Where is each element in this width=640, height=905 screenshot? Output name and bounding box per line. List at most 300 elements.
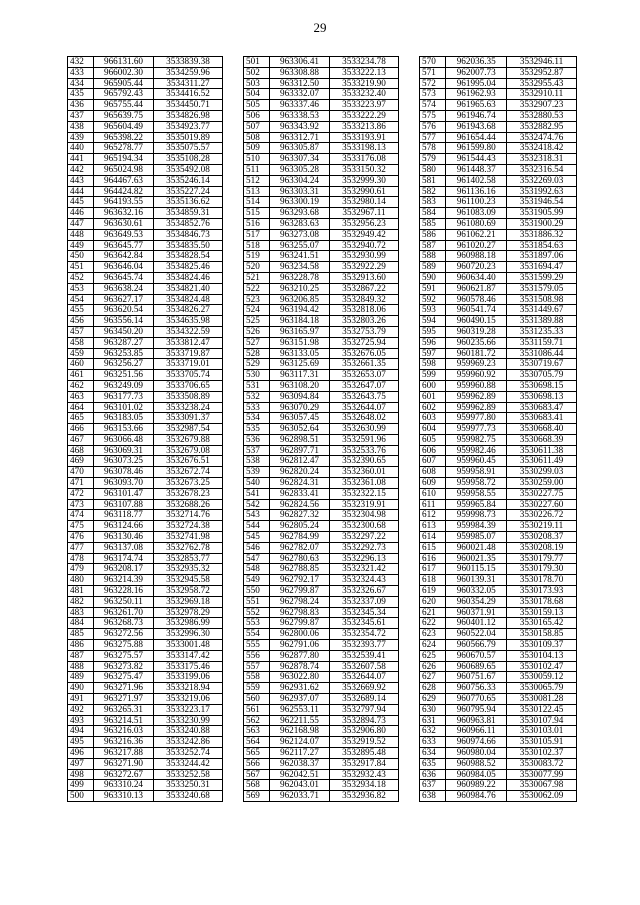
table-row bbox=[68, 510, 223, 521]
point-number-cell: 443 bbox=[68, 175, 94, 186]
x-coordinate-cell: 959960.45 bbox=[446, 456, 507, 467]
table-row bbox=[68, 78, 223, 89]
x-coordinate-cell: 963078.46 bbox=[94, 467, 154, 478]
table-row bbox=[244, 769, 399, 780]
table-row bbox=[68, 402, 223, 413]
x-coordinate-cell: 963214.39 bbox=[94, 575, 154, 586]
y-coordinate-cell: 3533219.90 bbox=[330, 78, 399, 89]
y-coordinate-cell: 3530719.67 bbox=[507, 359, 577, 370]
point-number-cell: 435 bbox=[68, 89, 94, 100]
point-number-cell: 627 bbox=[420, 672, 446, 683]
table-row bbox=[244, 629, 399, 640]
y-coordinate-cell: 3531235.33 bbox=[507, 326, 577, 337]
point-number-cell: 490 bbox=[68, 683, 94, 694]
x-coordinate-cell: 963108.20 bbox=[270, 380, 330, 391]
point-number-cell: 475 bbox=[68, 521, 94, 532]
point-number-cell: 514 bbox=[244, 197, 270, 208]
table-row bbox=[420, 78, 577, 89]
x-coordinate-cell: 963312.50 bbox=[270, 78, 330, 89]
table-row bbox=[244, 67, 399, 78]
table-row bbox=[244, 164, 399, 175]
x-coordinate-cell: 963271.96 bbox=[94, 683, 154, 694]
point-number-cell: 575 bbox=[420, 110, 446, 121]
x-coordinate-cell: 959982.75 bbox=[446, 434, 507, 445]
x-coordinate-cell: 963118.77 bbox=[94, 510, 154, 521]
y-coordinate-cell: 3533238.24 bbox=[154, 402, 223, 413]
y-coordinate-cell: 3533213.86 bbox=[330, 121, 399, 132]
y-coordinate-cell: 3533222.29 bbox=[330, 110, 399, 121]
table-row bbox=[420, 57, 577, 68]
x-coordinate-cell: 962007.73 bbox=[446, 67, 507, 78]
table-row bbox=[244, 434, 399, 445]
y-coordinate-cell: 3531905.99 bbox=[507, 208, 577, 219]
y-coordinate-cell: 3532958.72 bbox=[154, 586, 223, 597]
x-coordinate-cell: 963183.05 bbox=[94, 413, 154, 424]
point-number-cell: 466 bbox=[68, 424, 94, 435]
y-coordinate-cell: 3532661.35 bbox=[330, 359, 399, 370]
point-number-cell: 592 bbox=[420, 294, 446, 305]
table-row bbox=[68, 251, 223, 262]
point-number-cell: 556 bbox=[244, 650, 270, 661]
x-coordinate-cell: 963306.41 bbox=[270, 57, 330, 68]
x-coordinate-cell: 963174.74 bbox=[94, 553, 154, 564]
y-coordinate-cell: 3532741.98 bbox=[154, 532, 223, 543]
x-coordinate-cell: 963228.78 bbox=[270, 272, 330, 283]
y-coordinate-cell: 3533223.17 bbox=[154, 704, 223, 715]
table-row bbox=[420, 586, 577, 597]
point-number-cell: 477 bbox=[68, 542, 94, 553]
y-coordinate-cell: 3530219.11 bbox=[507, 521, 577, 532]
table-row bbox=[244, 424, 399, 435]
x-coordinate-cell: 962553.11 bbox=[270, 704, 330, 715]
x-coordinate-cell: 960720.23 bbox=[446, 262, 507, 273]
point-number-cell: 448 bbox=[68, 229, 94, 240]
point-number-cell: 548 bbox=[244, 564, 270, 575]
point-number-cell: 552 bbox=[244, 607, 270, 618]
y-coordinate-cell: 3530105.91 bbox=[507, 737, 577, 748]
y-coordinate-cell: 3533705.74 bbox=[154, 370, 223, 381]
y-coordinate-cell: 3532952.87 bbox=[507, 67, 577, 78]
point-number-cell: 512 bbox=[244, 175, 270, 186]
table-row bbox=[68, 229, 223, 240]
table-row bbox=[420, 780, 577, 791]
table-row bbox=[68, 726, 223, 737]
point-number-cell: 447 bbox=[68, 218, 94, 229]
point-number-cell: 473 bbox=[68, 499, 94, 510]
y-coordinate-cell: 3530158.85 bbox=[507, 629, 577, 640]
x-coordinate-cell: 963210.25 bbox=[270, 283, 330, 294]
point-number-cell: 498 bbox=[68, 769, 94, 780]
table-row bbox=[68, 413, 223, 424]
table-row bbox=[420, 748, 577, 759]
table-row bbox=[244, 262, 399, 273]
table-row bbox=[420, 348, 577, 359]
x-coordinate-cell: 965792.43 bbox=[94, 89, 154, 100]
y-coordinate-cell: 3530705.79 bbox=[507, 370, 577, 381]
y-coordinate-cell: 3531389.88 bbox=[507, 316, 577, 327]
page-number: 29 bbox=[313, 20, 327, 35]
y-coordinate-cell: 3532956.23 bbox=[330, 218, 399, 229]
y-coordinate-cell: 3533508.89 bbox=[154, 391, 223, 402]
y-coordinate-cell: 3530227.75 bbox=[507, 488, 577, 499]
x-coordinate-cell: 959969.23 bbox=[446, 359, 507, 370]
point-number-cell: 633 bbox=[420, 737, 446, 748]
y-coordinate-cell: 3530178.68 bbox=[507, 596, 577, 607]
point-number-cell: 501 bbox=[244, 57, 270, 68]
table-row bbox=[244, 467, 399, 478]
table-row bbox=[420, 521, 577, 532]
y-coordinate-cell: 3532269.03 bbox=[507, 175, 577, 186]
y-coordinate-cell: 3532648.02 bbox=[330, 413, 399, 424]
x-coordinate-cell: 959960.88 bbox=[446, 380, 507, 391]
table-row bbox=[244, 499, 399, 510]
table-row bbox=[68, 294, 223, 305]
point-number-cell: 491 bbox=[68, 694, 94, 705]
x-coordinate-cell: 961654.44 bbox=[446, 132, 507, 143]
y-coordinate-cell: 3535246.14 bbox=[154, 175, 223, 186]
y-coordinate-cell: 3532797.94 bbox=[330, 704, 399, 715]
x-coordinate-cell: 963251.56 bbox=[94, 370, 154, 381]
y-coordinate-cell: 3532867.22 bbox=[330, 283, 399, 294]
point-number-cell: 608 bbox=[420, 467, 446, 478]
point-number-cell: 621 bbox=[420, 607, 446, 618]
table-row bbox=[68, 499, 223, 510]
y-coordinate-cell: 3532980.14 bbox=[330, 197, 399, 208]
y-coordinate-cell: 3532894.73 bbox=[330, 715, 399, 726]
y-coordinate-cell: 3532345.34 bbox=[330, 607, 399, 618]
x-coordinate-cell: 962033.71 bbox=[270, 791, 330, 802]
point-number-cell: 486 bbox=[68, 640, 94, 651]
y-coordinate-cell: 3532725.94 bbox=[330, 337, 399, 348]
table-row bbox=[68, 67, 223, 78]
y-coordinate-cell: 3530226.72 bbox=[507, 510, 577, 521]
table-row bbox=[244, 305, 399, 316]
y-coordinate-cell: 3532319.91 bbox=[330, 499, 399, 510]
y-coordinate-cell: 3532296.13 bbox=[330, 553, 399, 564]
y-coordinate-cell: 3534322.59 bbox=[154, 326, 223, 337]
x-coordinate-cell: 962782.07 bbox=[270, 542, 330, 553]
y-coordinate-cell: 3532895.48 bbox=[330, 748, 399, 759]
table-row bbox=[244, 586, 399, 597]
table-row bbox=[244, 650, 399, 661]
table-row bbox=[244, 607, 399, 618]
x-coordinate-cell: 962824.31 bbox=[270, 478, 330, 489]
x-coordinate-cell: 961083.09 bbox=[446, 208, 507, 219]
y-coordinate-cell: 3532969.18 bbox=[154, 596, 223, 607]
x-coordinate-cell: 963275.47 bbox=[94, 672, 154, 683]
table-row bbox=[420, 596, 577, 607]
y-coordinate-cell: 3535108.28 bbox=[154, 154, 223, 165]
table-row bbox=[68, 337, 223, 348]
x-coordinate-cell: 963310.13 bbox=[94, 791, 154, 802]
y-coordinate-cell: 3531159.71 bbox=[507, 337, 577, 348]
table-row bbox=[420, 424, 577, 435]
table-row bbox=[420, 402, 577, 413]
point-number-cell: 578 bbox=[420, 143, 446, 154]
table-row bbox=[420, 164, 577, 175]
y-coordinate-cell: 3532714.76 bbox=[154, 510, 223, 521]
x-coordinate-cell: 963265.31 bbox=[94, 704, 154, 715]
y-coordinate-cell: 3534416.52 bbox=[154, 89, 223, 100]
table-row bbox=[68, 596, 223, 607]
table-row bbox=[420, 316, 577, 327]
point-number-cell: 562 bbox=[244, 715, 270, 726]
x-coordinate-cell: 962799.87 bbox=[270, 586, 330, 597]
point-number-cell: 557 bbox=[244, 661, 270, 672]
table-row bbox=[420, 110, 577, 121]
x-coordinate-cell: 963124.66 bbox=[94, 521, 154, 532]
point-number-cell: 617 bbox=[420, 564, 446, 575]
y-coordinate-cell: 3532539.41 bbox=[330, 650, 399, 661]
y-coordinate-cell: 3530062.09 bbox=[507, 791, 577, 802]
point-number-cell: 518 bbox=[244, 240, 270, 251]
point-number-cell: 527 bbox=[244, 337, 270, 348]
point-number-cell: 508 bbox=[244, 132, 270, 143]
y-coordinate-cell: 3532913.60 bbox=[330, 272, 399, 283]
x-coordinate-cell: 963303.31 bbox=[270, 186, 330, 197]
x-coordinate-cell: 962784.99 bbox=[270, 532, 330, 543]
y-coordinate-cell: 3530259.00 bbox=[507, 478, 577, 489]
table-row bbox=[244, 413, 399, 424]
table-row bbox=[420, 607, 577, 618]
table-row bbox=[420, 564, 577, 575]
x-coordinate-cell: 963208.17 bbox=[94, 564, 154, 575]
point-number-cell: 500 bbox=[68, 791, 94, 802]
point-number-cell: 585 bbox=[420, 218, 446, 229]
table-row bbox=[244, 391, 399, 402]
y-coordinate-cell: 3530081.28 bbox=[507, 694, 577, 705]
y-coordinate-cell: 3533193.91 bbox=[330, 132, 399, 143]
point-number-cell: 550 bbox=[244, 586, 270, 597]
x-coordinate-cell: 963255.07 bbox=[270, 240, 330, 251]
x-coordinate-cell: 966131.60 bbox=[94, 57, 154, 68]
x-coordinate-cell: 963287.27 bbox=[94, 337, 154, 348]
point-number-cell: 482 bbox=[68, 596, 94, 607]
x-coordinate-cell: 963343.92 bbox=[270, 121, 330, 132]
x-coordinate-cell: 965024.98 bbox=[94, 164, 154, 175]
table-row bbox=[244, 110, 399, 121]
point-number-cell: 598 bbox=[420, 359, 446, 370]
y-coordinate-cell: 3532990.61 bbox=[330, 186, 399, 197]
coordinate-table-2 bbox=[243, 56, 399, 802]
y-coordinate-cell: 3532934.18 bbox=[330, 780, 399, 791]
x-coordinate-cell: 965194.34 bbox=[94, 154, 154, 165]
x-coordinate-cell: 962036.35 bbox=[446, 57, 507, 68]
point-number-cell: 532 bbox=[244, 391, 270, 402]
y-coordinate-cell: 3532361.08 bbox=[330, 478, 399, 489]
point-number-cell: 538 bbox=[244, 456, 270, 467]
x-coordinate-cell: 963177.73 bbox=[94, 391, 154, 402]
table-row bbox=[244, 478, 399, 489]
x-coordinate-cell: 962042.51 bbox=[270, 769, 330, 780]
table-row bbox=[244, 294, 399, 305]
table-row bbox=[244, 143, 399, 154]
table-row bbox=[420, 737, 577, 748]
table-row bbox=[420, 769, 577, 780]
x-coordinate-cell: 962812.47 bbox=[270, 456, 330, 467]
y-coordinate-cell: 3533150.32 bbox=[330, 164, 399, 175]
y-coordinate-cell: 3532688.26 bbox=[154, 499, 223, 510]
table-row bbox=[68, 262, 223, 273]
x-coordinate-cell: 960371.91 bbox=[446, 607, 507, 618]
table-row bbox=[68, 186, 223, 197]
point-number-cell: 461 bbox=[68, 370, 94, 381]
point-number-cell: 434 bbox=[68, 78, 94, 89]
y-coordinate-cell: 3534825.46 bbox=[154, 262, 223, 273]
point-number-cell: 456 bbox=[68, 316, 94, 327]
table-row bbox=[244, 542, 399, 553]
table-row bbox=[420, 154, 577, 165]
x-coordinate-cell: 960021.48 bbox=[446, 542, 507, 553]
y-coordinate-cell: 3530208.19 bbox=[507, 542, 577, 553]
x-coordinate-cell: 963069.31 bbox=[94, 445, 154, 456]
y-coordinate-cell: 3534824.48 bbox=[154, 294, 223, 305]
x-coordinate-cell: 960751.67 bbox=[446, 672, 507, 683]
table-row bbox=[244, 661, 399, 672]
table-row bbox=[68, 586, 223, 597]
x-coordinate-cell: 963272.56 bbox=[94, 629, 154, 640]
x-coordinate-cell: 963638.24 bbox=[94, 283, 154, 294]
point-number-cell: 472 bbox=[68, 488, 94, 499]
x-coordinate-cell: 964467.63 bbox=[94, 175, 154, 186]
table-row bbox=[68, 758, 223, 769]
y-coordinate-cell: 3531854.63 bbox=[507, 240, 577, 251]
point-number-cell: 606 bbox=[420, 445, 446, 456]
table-row bbox=[420, 553, 577, 564]
x-coordinate-cell: 960984.76 bbox=[446, 791, 507, 802]
x-coordinate-cell: 960689.65 bbox=[446, 661, 507, 672]
point-number-cell: 495 bbox=[68, 737, 94, 748]
y-coordinate-cell: 3534826.27 bbox=[154, 305, 223, 316]
y-coordinate-cell: 3535136.62 bbox=[154, 197, 223, 208]
y-coordinate-cell: 3532978.29 bbox=[154, 607, 223, 618]
point-number-cell: 543 bbox=[244, 510, 270, 521]
table-row bbox=[68, 791, 223, 802]
x-coordinate-cell: 960401.12 bbox=[446, 618, 507, 629]
y-coordinate-cell: 3530683.47 bbox=[507, 402, 577, 413]
y-coordinate-cell: 3532630.99 bbox=[330, 424, 399, 435]
table-row bbox=[244, 640, 399, 651]
y-coordinate-cell: 3533839.38 bbox=[154, 57, 223, 68]
point-number-cell: 613 bbox=[420, 521, 446, 532]
x-coordinate-cell: 963273.08 bbox=[270, 229, 330, 240]
y-coordinate-cell: 3531992.63 bbox=[507, 186, 577, 197]
point-number-cell: 468 bbox=[68, 445, 94, 456]
point-number-cell: 464 bbox=[68, 402, 94, 413]
table-row bbox=[68, 434, 223, 445]
y-coordinate-cell: 3534835.50 bbox=[154, 240, 223, 251]
x-coordinate-cell: 964193.55 bbox=[94, 197, 154, 208]
table-row bbox=[68, 467, 223, 478]
table-row bbox=[420, 456, 577, 467]
point-number-cell: 459 bbox=[68, 348, 94, 359]
point-number-cell: 568 bbox=[244, 780, 270, 791]
x-coordinate-cell: 965905.44 bbox=[94, 78, 154, 89]
x-coordinate-cell: 961448.37 bbox=[446, 164, 507, 175]
x-coordinate-cell: 962878.74 bbox=[270, 661, 330, 672]
table-row bbox=[244, 337, 399, 348]
table-row bbox=[68, 694, 223, 705]
table-row bbox=[420, 337, 577, 348]
y-coordinate-cell: 3532318.31 bbox=[507, 154, 577, 165]
point-number-cell: 524 bbox=[244, 305, 270, 316]
x-coordinate-cell: 963268.73 bbox=[94, 618, 154, 629]
table-row bbox=[68, 154, 223, 165]
x-coordinate-cell: 963253.85 bbox=[94, 348, 154, 359]
x-coordinate-cell: 963133.05 bbox=[270, 348, 330, 359]
point-number-cell: 506 bbox=[244, 110, 270, 121]
table-row bbox=[244, 283, 399, 294]
x-coordinate-cell: 959985.07 bbox=[446, 532, 507, 543]
y-coordinate-cell: 3535075.57 bbox=[154, 143, 223, 154]
table-row bbox=[244, 251, 399, 262]
y-coordinate-cell: 3532949.42 bbox=[330, 229, 399, 240]
y-coordinate-cell: 3530173.93 bbox=[507, 586, 577, 597]
table-row bbox=[68, 359, 223, 370]
x-coordinate-cell: 959960.92 bbox=[446, 370, 507, 381]
table-row bbox=[68, 737, 223, 748]
x-coordinate-cell: 960670.57 bbox=[446, 650, 507, 661]
table-row bbox=[68, 89, 223, 100]
point-number-cell: 571 bbox=[420, 67, 446, 78]
y-coordinate-cell: 3532316.54 bbox=[507, 164, 577, 175]
point-number-cell: 574 bbox=[420, 100, 446, 111]
y-coordinate-cell: 3530178.70 bbox=[507, 575, 577, 586]
x-coordinate-cell: 963234.58 bbox=[270, 262, 330, 273]
y-coordinate-cell: 3532945.58 bbox=[154, 575, 223, 586]
x-coordinate-cell: 962833.41 bbox=[270, 488, 330, 499]
table-row bbox=[244, 240, 399, 251]
x-coordinate-cell: 963130.46 bbox=[94, 532, 154, 543]
table-row bbox=[420, 478, 577, 489]
table-row bbox=[68, 650, 223, 661]
y-coordinate-cell: 3534259.96 bbox=[154, 67, 223, 78]
table-row bbox=[420, 326, 577, 337]
table-row bbox=[244, 218, 399, 229]
table-row bbox=[420, 240, 577, 251]
table-row bbox=[244, 57, 399, 68]
y-coordinate-cell: 3531599.29 bbox=[507, 272, 577, 283]
x-coordinate-cell: 960541.74 bbox=[446, 305, 507, 316]
point-number-cell: 594 bbox=[420, 316, 446, 327]
table-row bbox=[68, 218, 223, 229]
point-number-cell: 636 bbox=[420, 769, 446, 780]
point-number-cell: 503 bbox=[244, 78, 270, 89]
y-coordinate-cell: 3530698.15 bbox=[507, 380, 577, 391]
y-coordinate-cell: 3532907.23 bbox=[507, 100, 577, 111]
table-row bbox=[420, 445, 577, 456]
y-coordinate-cell: 3530611.38 bbox=[507, 445, 577, 456]
y-coordinate-cell: 3532418.42 bbox=[507, 143, 577, 154]
table-row bbox=[68, 208, 223, 219]
y-coordinate-cell: 3530179.30 bbox=[507, 564, 577, 575]
table-row bbox=[244, 694, 399, 705]
point-number-cell: 616 bbox=[420, 553, 446, 564]
table-row bbox=[244, 402, 399, 413]
x-coordinate-cell: 962798.83 bbox=[270, 607, 330, 618]
point-number-cell: 451 bbox=[68, 262, 94, 273]
y-coordinate-cell: 3530299.03 bbox=[507, 467, 577, 478]
table-row bbox=[420, 143, 577, 154]
table-row bbox=[68, 607, 223, 618]
point-number-cell: 553 bbox=[244, 618, 270, 629]
y-coordinate-cell: 3532360.01 bbox=[330, 467, 399, 478]
point-number-cell: 620 bbox=[420, 596, 446, 607]
y-coordinate-cell: 3534923.77 bbox=[154, 121, 223, 132]
y-coordinate-cell: 3533091.37 bbox=[154, 413, 223, 424]
y-coordinate-cell: 3533222.13 bbox=[330, 67, 399, 78]
y-coordinate-cell: 3533719.01 bbox=[154, 359, 223, 370]
